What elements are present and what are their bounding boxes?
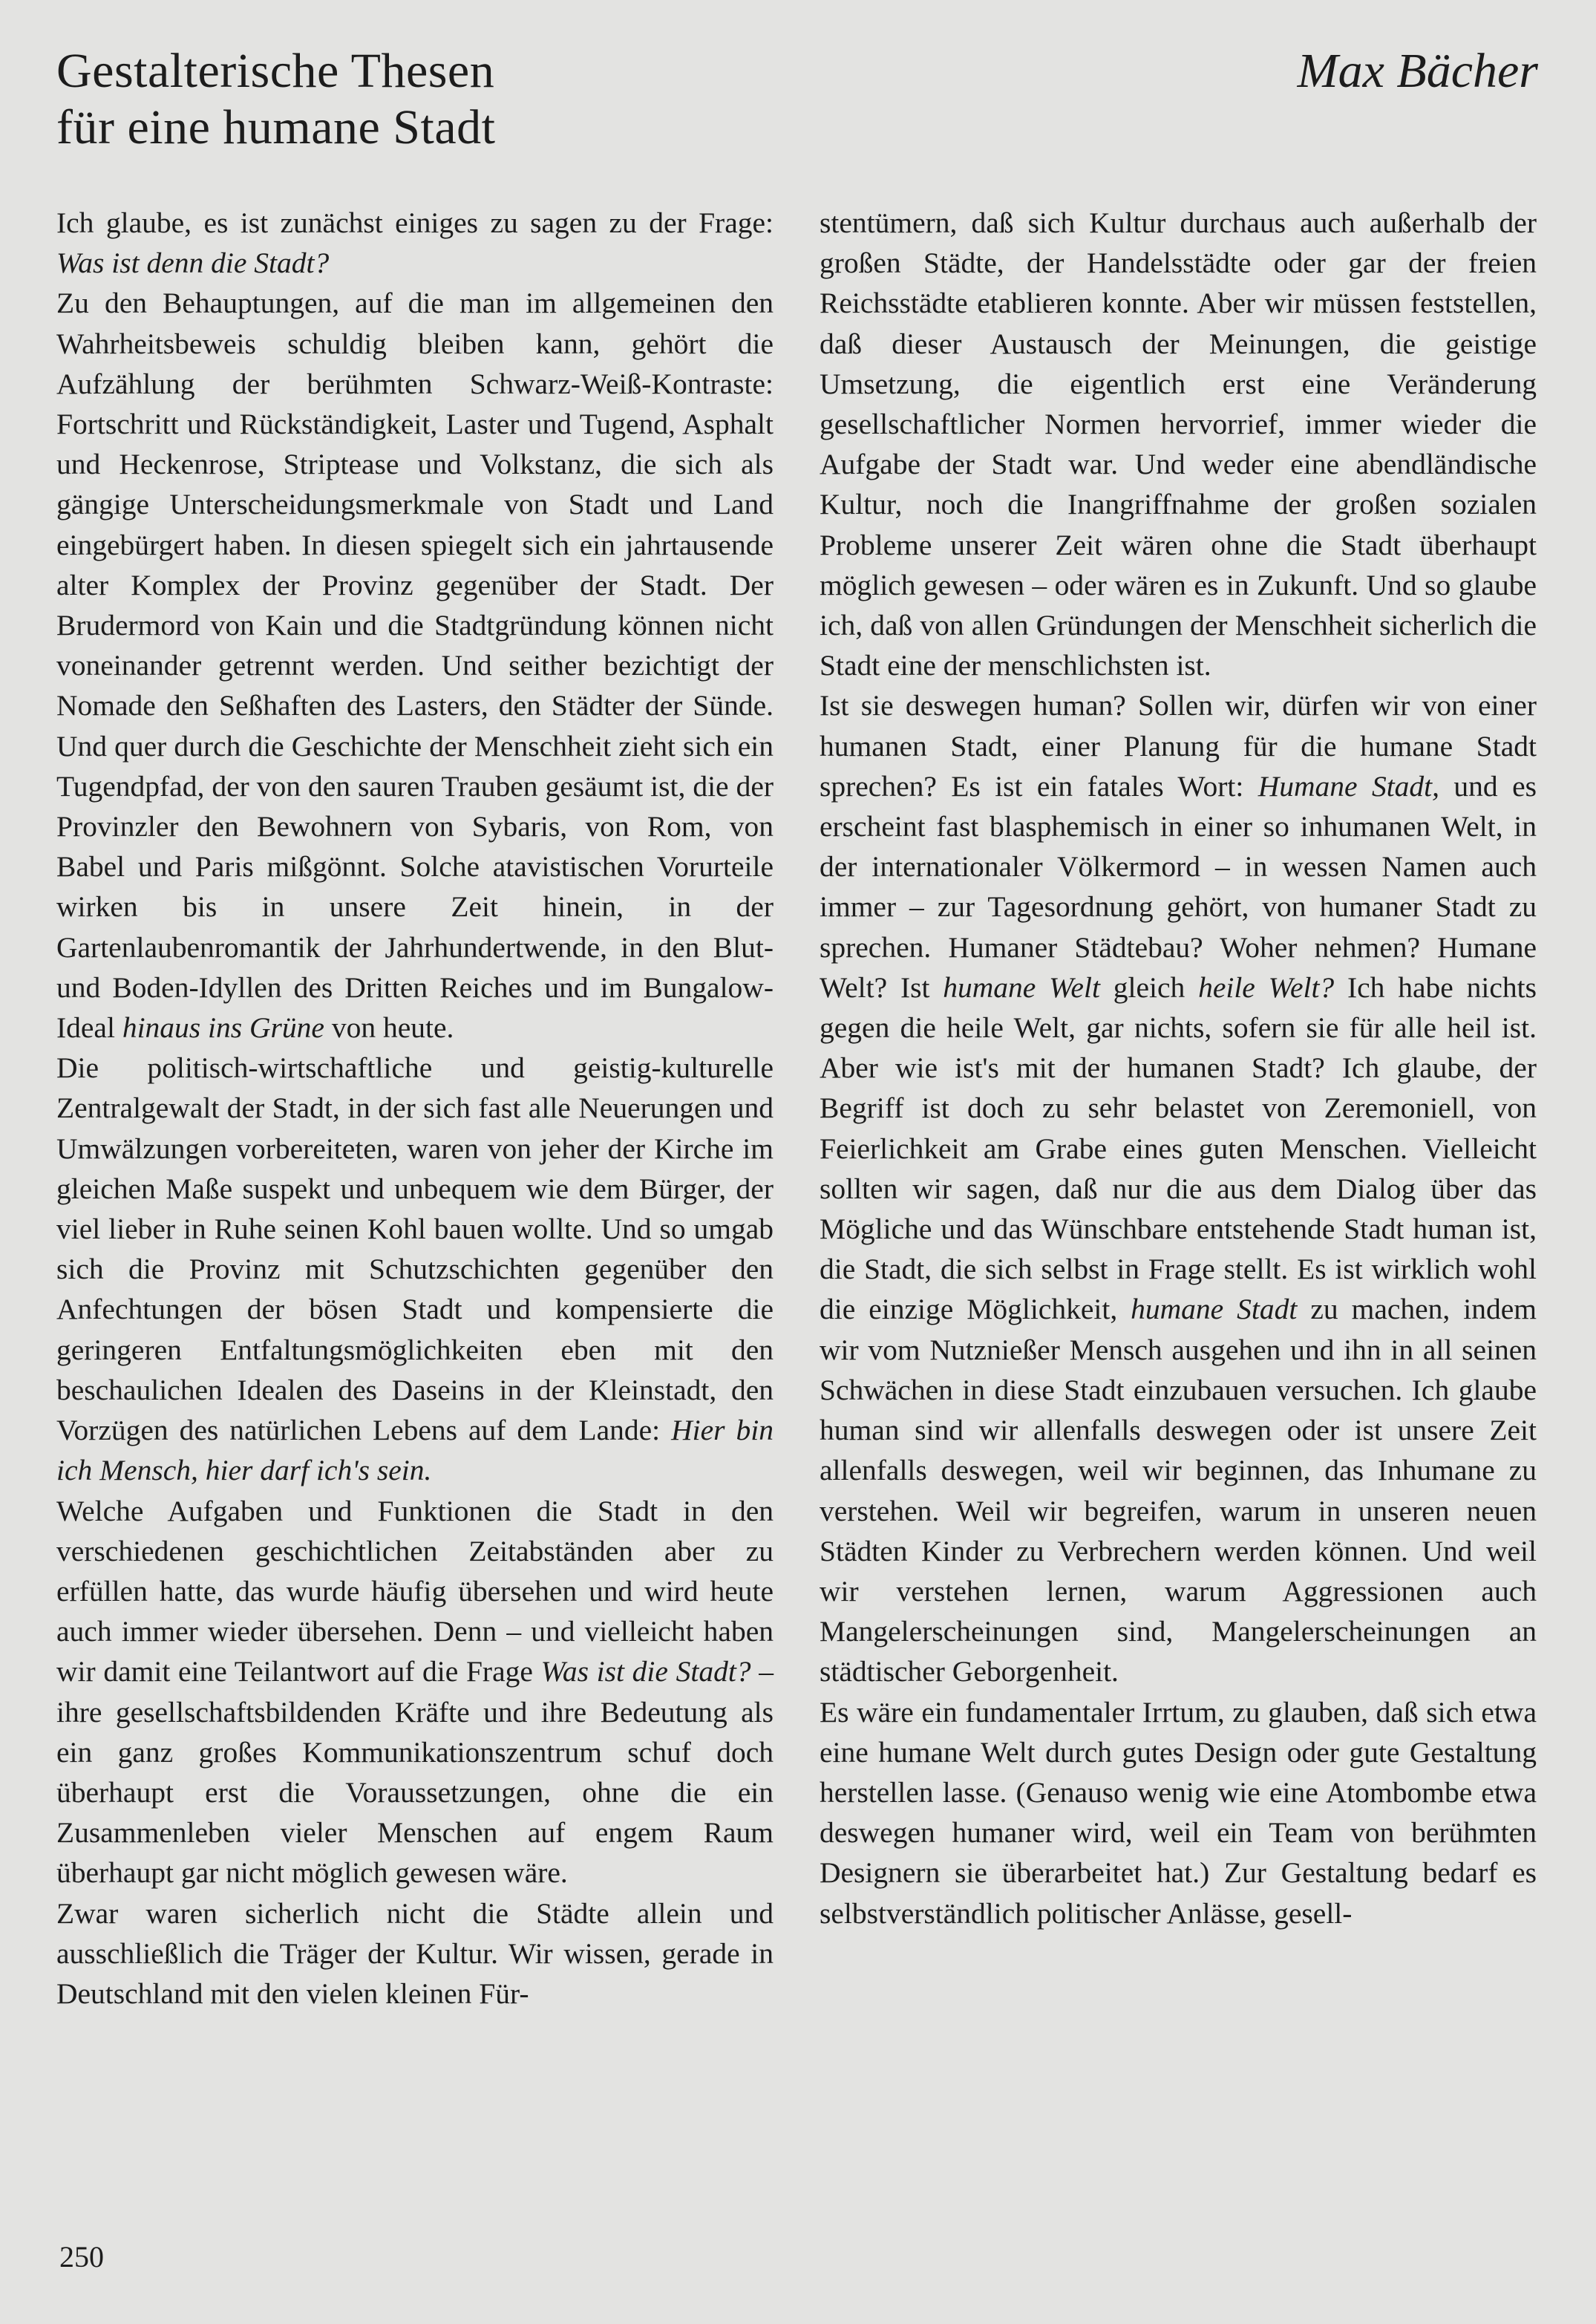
author-name: Max Bächer [1297,44,1538,98]
paragraph: Zwar waren sicherlich nicht die Städte allein und ausschließlich die Träger der Kultur. Wir wissen, gerade in Deutschland mit den vielen kleinen Für- [56,1896,774,2010]
article-title [56,43,495,156]
paragraph: Es wäre ein fundamentaler Irrtum, zu glauben, daß sich etwa eine humane Welt durch gutes Design oder gute Gestaltung herstellen lasse. (Genauso wenig wie eine Atombombe etwa deswegen humaner wird, weil ein Team von berühmten Designern sie überarbeitet hat.) Zur Gestaltung bedarf es selbstverständlich politischer Anlässe, gesell- [820,1695,1537,1930]
paragraph: Ist sie deswegen human? Sollen wir, dürfen wir von einer humanen Stadt, einer Planung für die humane Stadt sprechen? Es ist ein fatales Wort: Humane Stadt, und es erscheint fast blasphemisch in einer so inhumanen Welt, in der internationaler Völkermord – in wessen Namen auch immer – zur Tagesordnung gehört, von humaner Stadt zu sprechen. Humaner Städtebau? Woher nehmen? Humane Welt? Ist humane Welt gleich heile Welt? Ich habe nichts gegen die heile Welt, gar nichts, sofern sie für alle heil ist. Aber wie ist's mit der humanen Stadt? Ich glaube, der Begriff ist doch zu sehr belastet von Zeremoniell, von Feierlichkeit am Grabe eines guten Menschen. Vielleicht sollten wir sagen, daß nur die aus dem Dialog über das Mögliche und das Wünschbare entstehende Stadt human ist, die Stadt, die sich selbst in Frage stellt. Es ist wirklich wohl die einzige Möglichkeit, humane Stadt zu machen, indem wir vom Nutznießer Mensch ausgehen und ihn in all seinen Schwächen in diese Stadt einzubauen versuchen. Ich glaube human sind wir allenfalls deswegen oder ist unsere Zeit allenfalls deswegen, weil wir beginnen, das Inhumane zu verstehen. Weil wir begreifen, warum in unseren neuen Städten Kinder zu Verbrechern werden können. Und weil wir verstehen lernen, warum Aggressionen auch Mangelerscheinungen sind, Mangelerscheinungen an städtischer Geborgenheit. [820,689,1537,1688]
title-line-1: Gestalterische Thesen [56,44,495,98]
paragraph: Ich glaube, es ist zunächst einiges zu sagen zu der Frage: Was ist denn die Stadt? [56,206,774,280]
paragraph: Welche Aufgaben und Funktionen die Stadt in den verschiedenen geschichtlichen Zeitabständen aber zu erfüllen hatte, das wurde häufig übersehen und wird heute auch immer wieder übersehen. Denn – und vielleicht haben wir damit eine Teilantwort auf die Frage Was ist die Stadt? – ihre gesellschaftsbildenden Kräfte und ihre Bedeutung als ein ganz großes Kommunikationszentrum schuf doch überhaupt erst die Voraussetzungen, ohne die ein Zusammenleben vieler Menschen auf engem Raum überhaupt gar nicht möglich gewesen wäre. [56,1494,774,1890]
paragraph: stentümern, daß sich Kultur durchaus auch außerhalb der großen Städte, der Handelsstädte oder gar der freien Reichsstädte etablieren konnte. Aber wir müssen feststellen, daß dieser Austausch der Meinungen, die geistige Umsetzung, die eigentlich erst eine Veränderung gesellschaftlicher Normen hervorrief, immer wieder die Aufgabe der Stadt war. Und weder eine abendländische Kultur, noch die Inangriffnahme der großen sozialen Probleme unserer Zeit wären ohne die Stadt überhaupt möglich gewesen – oder wären es in Zukunft. Und so glaube ich, daß von allen Gründungen der Menschheit sicherlich die Stadt eine der menschlichsten ist. [820,206,1537,682]
paragraph: Die politisch-wirtschaftliche und geistig-kulturelle Zentralgewalt der Stadt, in der sich fast alle Neuerungen und Umwälzungen vorbereiteten, waren von jeher der Kirche im gleichen Maße suspekt und unbequem wie dem Bürger, der viel lieber in Ruhe seinen Kohl bauen wollte. Und so umgab sich die Provinz mit Schutzschichten gegenüber den Anfechtungen der bösen Stadt und kompensierte die geringeren Entfaltungsmöglichkeiten eben mit den beschaulichen Idealen des Daseins in der Kleinstadt, den Vorzügen des natürlichen Lebens auf dem Lande: Hier bin ich Mensch, hier darf ich's sein. [56,1051,774,1487]
paragraph: Zu den Behauptungen, auf die man im allgemeinen den Wahrheitsbeweis schuldig bleiben kann, gehört die Aufzählung der berühmten Schwarz-Weiß-Kontraste: Fortschritt und Rückständigkeit, Laster und Tugend, Asphalt und Heckenrose, Striptease und Volkstanz, die sich als gängige Unterscheidungsmerkmale von Stadt und Land eingebürgert haben. In diesen spiegelt sich ein jahrtausende alter Komplex der Provinz gegenüber der Stadt. Der Brudermord von Kain und die Stadtgründung können nicht voneinander getrennt werden. Und seither bezichtigt der Nomade den Seßhaften des Lasters, den Städter der Sünde. Und quer durch die Geschichte der Menschheit zieht sich ein Tugendpfad, der von den sauren Trauben gesäumt ist, die der Provinzler den Bewohnern von Sybaris, von Rom, von Babel und Paris mißgönnt. Solche atavistischen Vorurteile wirken bis in unsere Zeit hinein, in der Gartenlaubenromantik der Jahrhundertwende, in den Blut- und Boden-Idyllen des Dritten Reiches und im Bungalow-Ideal hinaus ins Grüne von heute. [56,287,774,1045]
page-number: 250 [59,2240,104,2274]
title-line-2: für eine humane Stadt [56,100,496,154]
text-column-left [56,203,774,2014]
text-column-right [820,203,1537,1933]
